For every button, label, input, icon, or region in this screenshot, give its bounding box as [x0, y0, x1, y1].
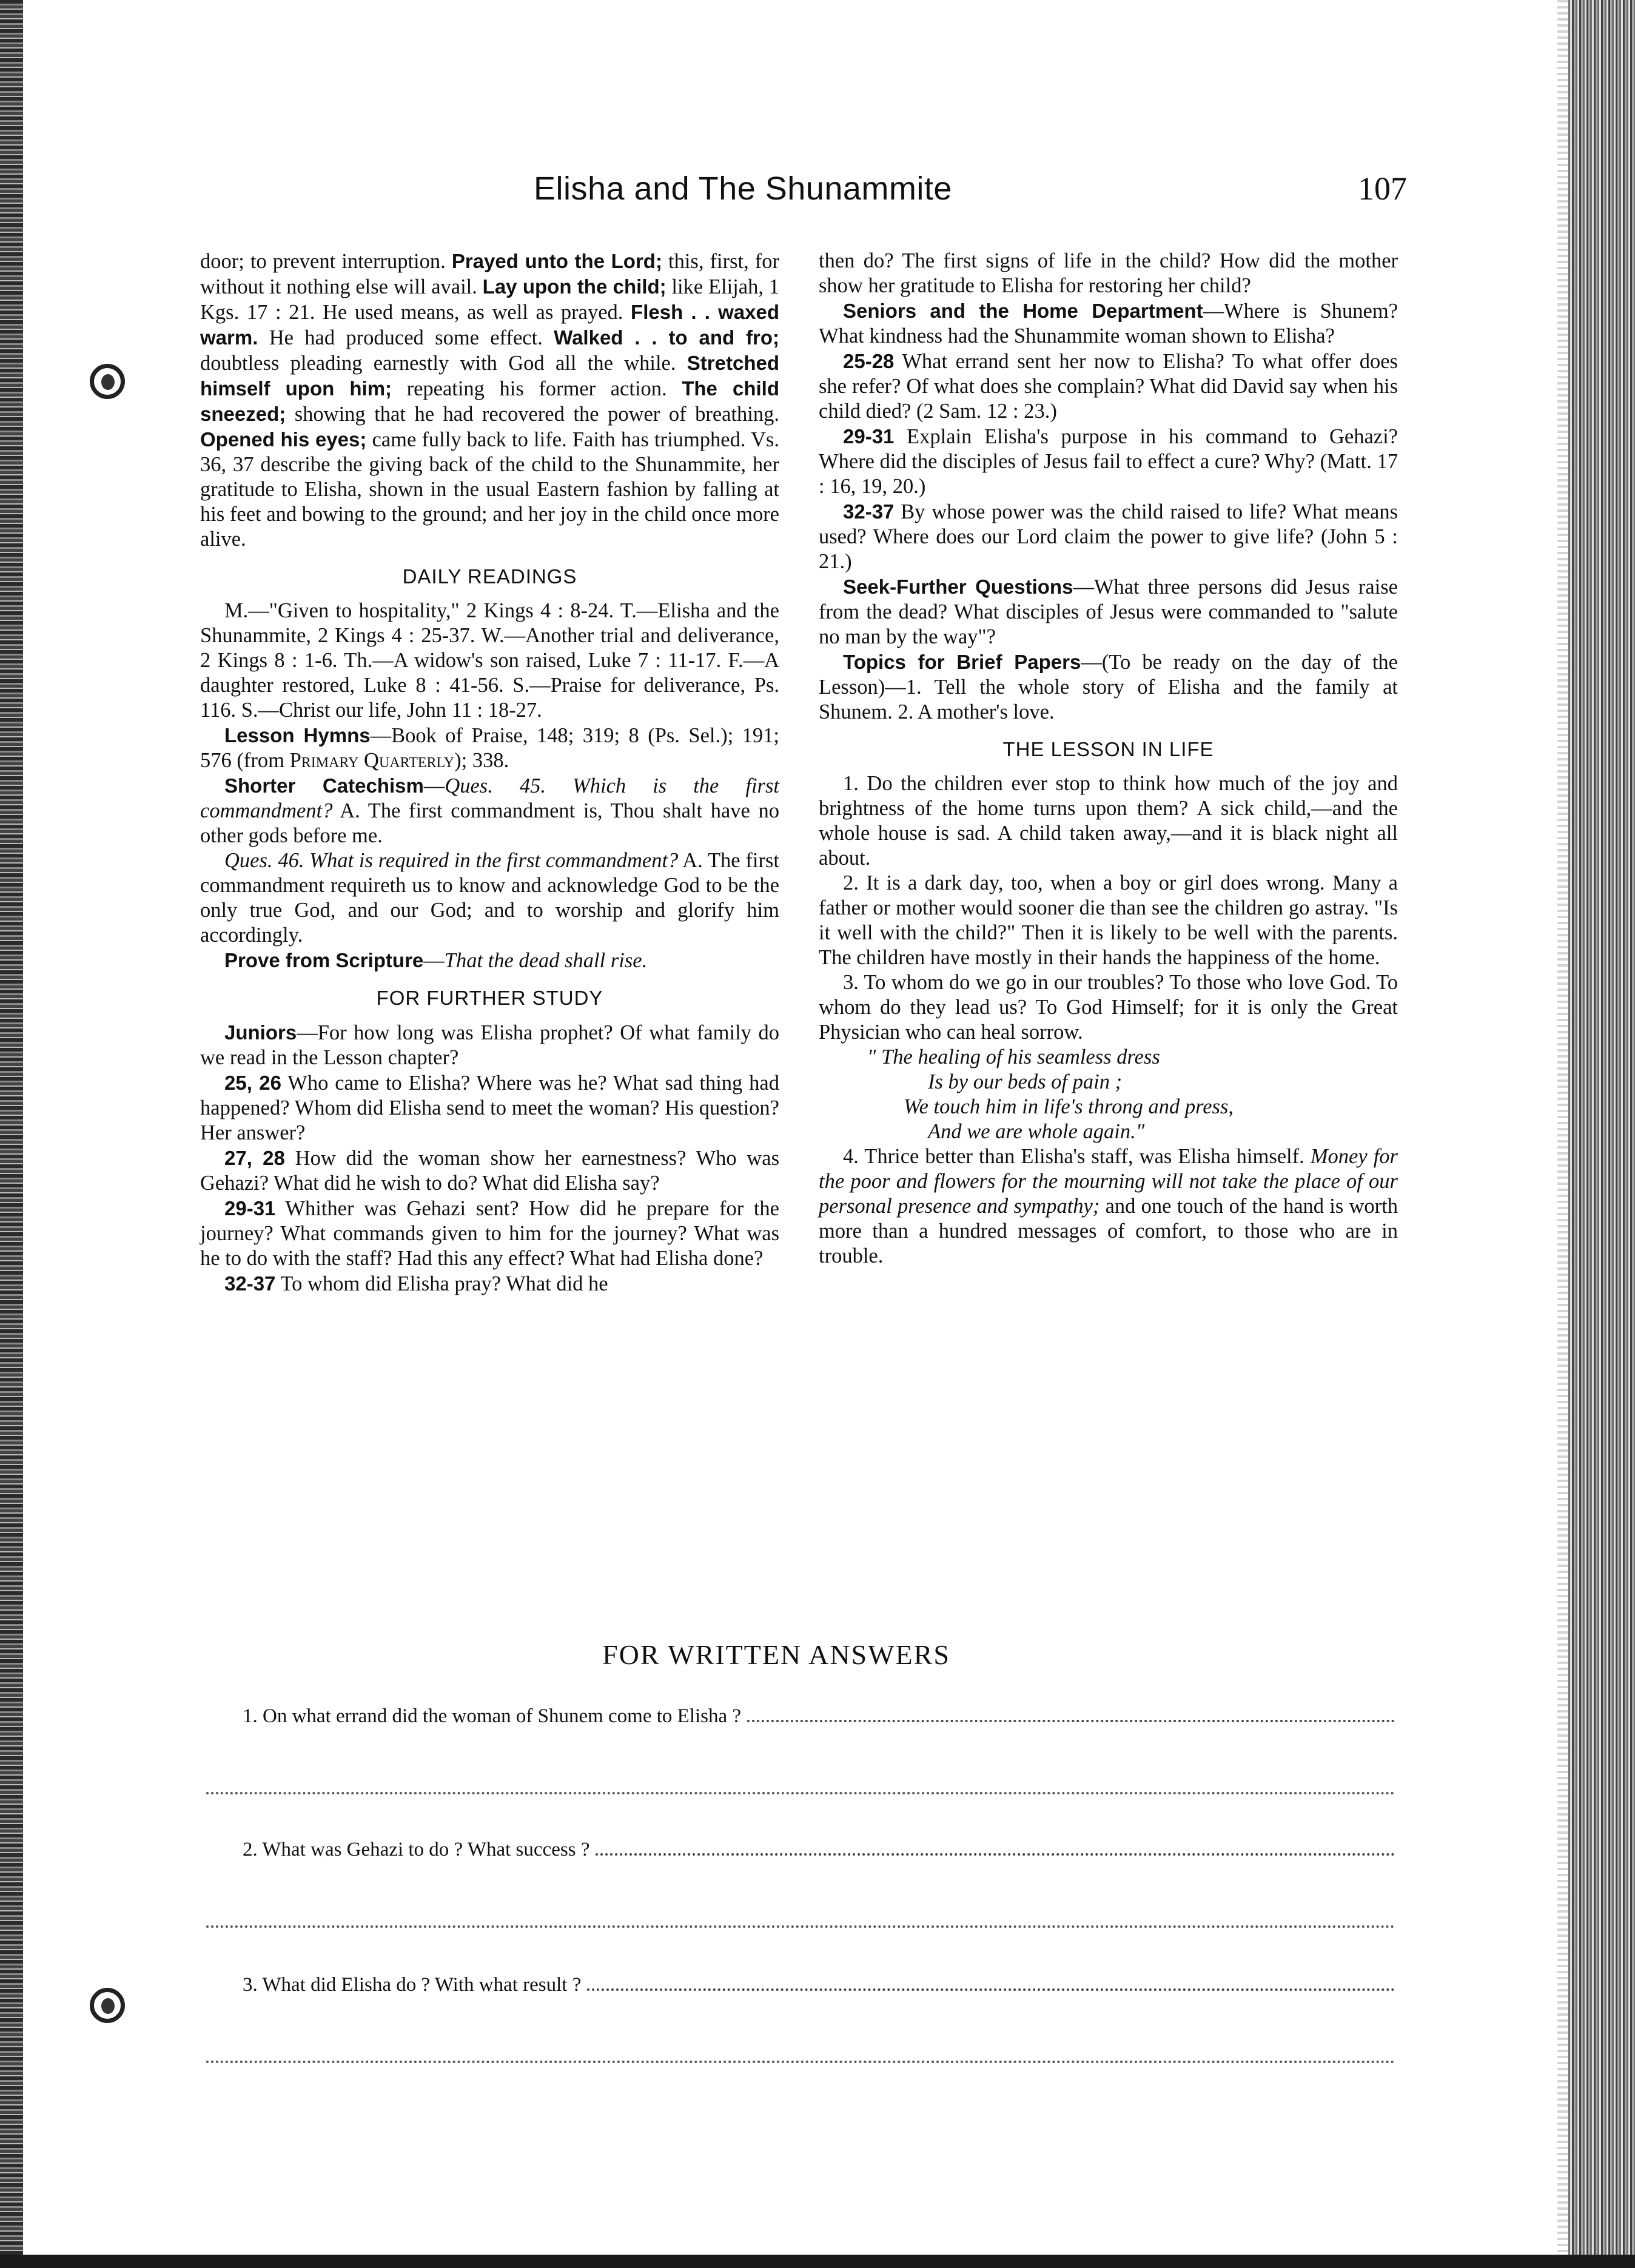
page-number: 107	[1358, 170, 1407, 207]
answer-line[interactable]	[206, 1792, 1395, 1794]
section-heading-daily-readings: DAILY READINGS	[402, 565, 577, 588]
italic-text: That the dead shall rise.	[444, 949, 648, 972]
bold-lead: Stretched himself upon him;	[200, 352, 779, 400]
bold-lead: 25-28	[843, 350, 895, 372]
paragraph	[200, 599, 779, 723]
paragraph	[819, 649, 1398, 725]
bold-lead: 29-31	[224, 1197, 276, 1220]
text-run: and one touch of the hand is worth more than a hundred messages of comfort, to those who are in trouble.	[819, 1195, 1398, 1267]
paragraph	[200, 1271, 779, 1297]
bold-lead: 27, 28	[224, 1147, 285, 1169]
question-1	[243, 1705, 1395, 1728]
question-3	[243, 1974, 1395, 1996]
bold-lead: Flesh . . waxed warm.	[200, 301, 779, 349]
section-heading-further-study: FOR FURTHER STUDY	[376, 987, 603, 1009]
bold-lead: Lesson Hymns	[224, 724, 371, 746]
text-run: Primary Quarterly	[289, 749, 455, 772]
text-run: Explain Elisha's purpose in his command to Gehazi? Where did the disciples of Jesus fail to effect a cure? Why? (Matt. 17 : 16, 19, 20.)	[819, 425, 1398, 498]
answer-line[interactable]	[596, 1853, 1395, 1856]
text-run: 4. Thrice better than Elisha's staff, was Elisha himself.	[843, 1145, 1311, 1168]
paragraph	[200, 1020, 779, 1070]
question-text: 3. What did Elisha do ? With what result ?	[243, 1974, 582, 1996]
text-run: ); 338.	[454, 749, 509, 772]
question-text: 1. On what errand did the woman of Shunem come to Elisha ?	[243, 1705, 742, 1727]
answer-line[interactable]	[747, 1719, 1395, 1722]
page-header	[194, 170, 1407, 218]
text-run: —What three persons did Jesus raise from the dead? What disciples of Jesus were commanded to "salute no man by the way"?	[819, 575, 1398, 648]
paragraph	[200, 1146, 779, 1196]
bold-lead: 25, 26	[224, 1072, 282, 1094]
answer-line[interactable]	[206, 1925, 1395, 1928]
bold-lead: The child sneezed;	[200, 377, 779, 425]
text-run: came fully back to life. Faith has triumphed. Vs. 36, 37 describe the giving back of the child to the Shunammite, her gratitude to Elisha, shown in the usual Eastern fashion by falling at his feet and bowing to the ground; and her joy in the child once more alive.	[200, 428, 779, 551]
paragraph	[819, 1144, 1398, 1269]
text-run: He had produced some effect.	[258, 326, 554, 349]
paragraph	[819, 499, 1398, 574]
paragraph	[819, 871, 1398, 970]
scan-edge-bottom	[0, 2255, 1635, 2268]
bold-lead: Seniors and the Home Department	[843, 300, 1203, 322]
scan-edge-right-shadow	[1557, 0, 1568, 2268]
scan-edge-right	[1568, 0, 1635, 2268]
paragraph	[819, 249, 1398, 298]
section-heading-lesson-in-life: THE LESSON IN LIFE	[1002, 738, 1214, 760]
punch-hole-icon	[90, 1988, 125, 2023]
text-run: How did the woman show her earnestness? Who was Gehazi? What did he wish to do? What did Elisha say?	[200, 1147, 780, 1195]
text-run: like Elijah, 1 Kgs. 17 : 21. He used means, as well as prayed.	[200, 275, 779, 324]
paragraph	[819, 574, 1398, 649]
bold-lead: 32-37	[224, 1272, 276, 1295]
paragraph	[200, 723, 779, 773]
answer-line[interactable]	[206, 2061, 1395, 2063]
text-run: repeating his former action.	[392, 377, 682, 400]
verse-line: And we are whole again."	[928, 1120, 1145, 1143]
text-run: M.—"Given to hospitality," 2 Kings 4 : 8-24. T.—Elisha and the Shunammite, 2 Kings 4 : 25-37. W.—Another trial and deliverance, 2 Kings 8 : 1-6. Th.—A widow's son raised, Luke 7 : 11-17. F.—A daughter restored, Luke 8 : 41-56. S.—Praise for deliverance, Ps. 116. S.—Christ our life, John 11 : 18-27.	[200, 599, 779, 722]
italic-text: Money for the poor and flowers for the mourning will not take the place of our personal presence and sympathy;	[819, 1145, 1398, 1218]
text-run: A. The first commandment requireth us to know and acknowledge God to be the only true God, and our God; and to worship and glorify him accordingly.	[200, 849, 779, 947]
right-column	[819, 249, 1398, 1269]
text-run: 1. Do the children ever stop to think how much of the joy and brightness of the home turns upon them? A sick child,—and the whole house is sad. A child taken away,—and it is black night all about.	[819, 772, 1398, 870]
text-run: —(To be ready on the day of the Lesson)—1. Tell the whole story of Elisha and the family at Shunem. 2. A mother's love.	[819, 651, 1398, 723]
verse-line: We touch him in life's throng and press,	[904, 1095, 1234, 1118]
answer-line[interactable]	[587, 1988, 1395, 1991]
text-run: —	[423, 774, 445, 797]
text-run: showing that he had recovered the power of breathing.	[286, 403, 779, 426]
left-column	[200, 249, 779, 1297]
paragraph	[819, 298, 1398, 349]
bold-lead: Lay upon the child;	[482, 275, 666, 298]
verse	[819, 1045, 1398, 1144]
paragraph	[200, 249, 779, 552]
paragraph	[819, 349, 1398, 424]
bold-lead: Prayed unto the Lord;	[451, 250, 662, 272]
paragraph	[200, 773, 779, 848]
paragraph	[200, 848, 779, 948]
scan-edge-left	[0, 0, 23, 2268]
bold-lead: Walked . . to and fro;	[554, 326, 780, 349]
text-run: door; to prevent interruption.	[200, 250, 452, 273]
text-run: A. The first commandment is, Thou shalt have no other gods before me.	[200, 799, 779, 847]
question-2	[243, 1839, 1395, 1861]
italic-text: Ques. 46. What is required in the first commandment?	[224, 849, 679, 872]
text-run: this, first, for without it nothing else will avail.	[200, 250, 780, 298]
paragraph	[200, 1196, 779, 1271]
text-run: To whom did Elisha pray? What did he	[275, 1272, 608, 1295]
page-title: Elisha and The Shunammite	[534, 170, 952, 207]
text-run: —For how long was Elisha prophet? Of what family do we read in the Lesson chapter?	[200, 1021, 779, 1069]
bold-lead: 32-37	[843, 500, 895, 523]
text-run: 3. To whom do we go in our troubles? To those who love God. To whom do they lead us? To God Himself; for it is only the Great Physician who can heal sorrow.	[819, 971, 1398, 1044]
bold-lead: Seek-Further Questions	[843, 575, 1073, 598]
bold-lead: Juniors	[224, 1021, 297, 1044]
paragraph	[200, 948, 779, 973]
text-run: By whose power was the child raised to life? What means used? Where does our Lord claim the power to give life? (John 5 : 21.)	[819, 500, 1398, 573]
written-answers-heading: FOR WRITTEN ANSWERS	[602, 1639, 950, 1670]
paragraph	[200, 1070, 779, 1146]
text-run: Whither was Gehazi sent? How did he prepare for the journey? What commands given to him for the journey? What was he to do with the staff? Had this any effect? What had Elisha done?	[200, 1197, 779, 1270]
verse-line: Is by our beds of pain ;	[928, 1070, 1123, 1093]
italic-text: Ques. 45. Which is the first commandment?	[200, 774, 779, 822]
bold-lead: Prove from Scripture	[224, 949, 424, 971]
text-run: —Where is Shunem? What kindness had the Shunammite woman shown to Elisha?	[819, 300, 1398, 347]
text-run: 2. It is a dark day, too, when a boy or girl does wrong. Many a father or mother would sooner die than see the children go astray. "Is it well with the child?" Then it is likely to be well with the parents. The children have mostly in their hands the happiness of the home.	[819, 871, 1398, 969]
question-text: 2. What was Gehazi to do ? What success ?	[243, 1839, 590, 1860]
bold-lead: 29-31	[843, 425, 895, 448]
paragraph	[819, 771, 1398, 871]
text-run: doubtless pleading earnestly with God all the while.	[200, 352, 687, 375]
verse-line: " The healing of his seamless dress	[867, 1045, 1160, 1069]
bold-lead: Opened his eyes;	[200, 428, 367, 451]
text-run: Who came to Elisha? Where was he? What sad thing had happened? Whom did Elisha send to meet the woman? His question? Her answer?	[200, 1072, 779, 1144]
text-run: —	[423, 949, 445, 972]
punch-hole-icon	[90, 364, 125, 399]
bold-lead: Shorter Catechism	[224, 774, 424, 797]
paragraph	[819, 970, 1398, 1045]
bold-lead: Topics for Brief Papers	[843, 651, 1081, 673]
text-run: What errand sent her now to Elisha? To what offer does she refer? Of what does she complain? What did David say when his child died? (2 Sam. 12 : 23.)	[819, 350, 1398, 423]
paragraph	[819, 424, 1398, 499]
text-run: then do? The first signs of life in the child? How did the mother show her gratitude to Elisha for restoring her child?	[819, 249, 1398, 297]
text-run: —Book of Praise, 148; 319; 8 (Ps. Sel.); 191; 576 (from	[200, 724, 779, 772]
